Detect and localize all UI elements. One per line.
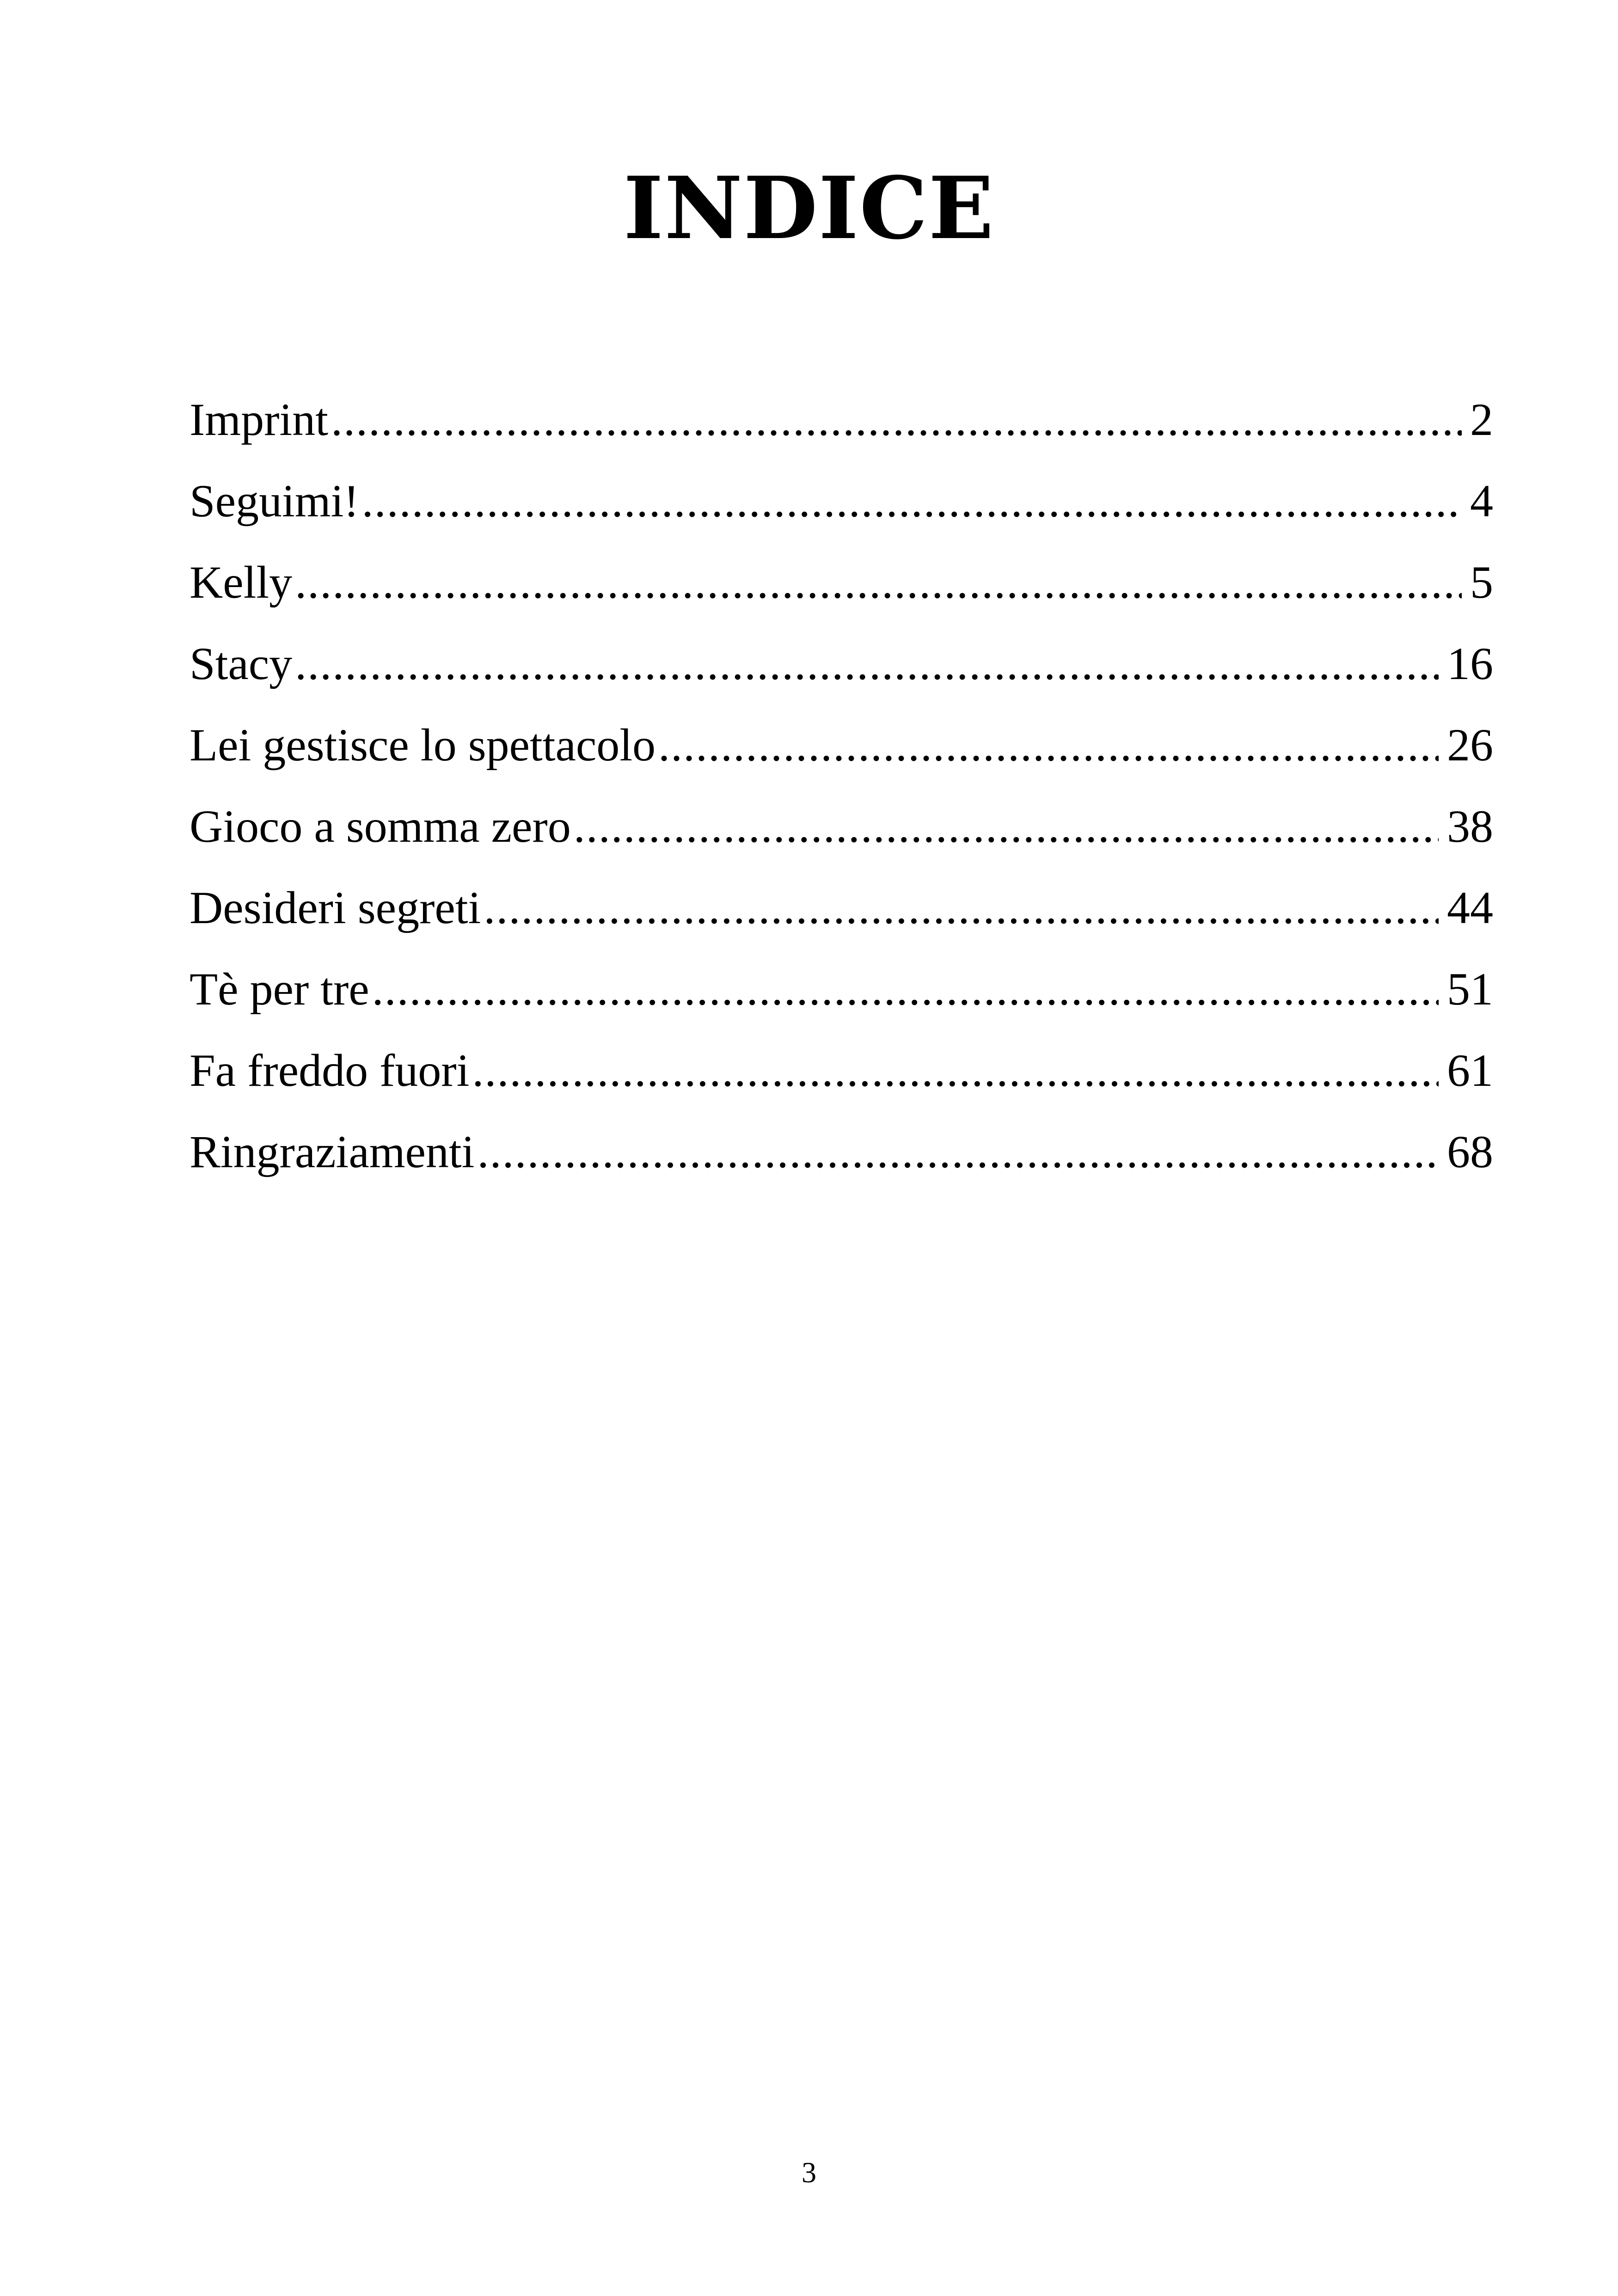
toc-entry-page: 68 <box>1447 1126 1493 1177</box>
toc-leader-dots <box>477 1111 1439 1193</box>
toc-entry-title: Ringraziamenti <box>190 1126 475 1177</box>
page-number: 3 <box>802 2156 816 2189</box>
toc-entry-title: Desideri segreti <box>190 882 481 933</box>
toc-entry[interactable] <box>190 786 1493 867</box>
toc-entry-page: 51 <box>1447 963 1493 1015</box>
toc-entry-page: 4 <box>1470 475 1493 527</box>
toc-entry-page: 61 <box>1447 1045 1493 1096</box>
toc-entry-title: Gioco a somma zero <box>190 801 571 852</box>
toc-entry-page: 5 <box>1470 557 1493 608</box>
toc-entry-page: 16 <box>1447 638 1493 689</box>
toc-entry-page: 2 <box>1470 394 1493 445</box>
toc-entry-page: 38 <box>1447 801 1493 852</box>
toc-entry[interactable] <box>190 460 1493 542</box>
toc-entry[interactable] <box>190 623 1493 704</box>
toc-leader-dots <box>331 379 1462 460</box>
toc-entry[interactable] <box>190 1030 1493 1111</box>
toc-entry-page: 26 <box>1447 719 1493 771</box>
toc-entry-title: Seguimi! <box>190 475 359 527</box>
toc-leader-dots <box>372 949 1439 1030</box>
toc-entry-title: Stacy <box>190 638 293 689</box>
toc-entry[interactable] <box>190 949 1493 1030</box>
table-of-contents <box>190 379 1493 1193</box>
toc-entry-title: Imprint <box>190 394 328 445</box>
toc-entry-title: Lei gestisce lo spettacolo <box>190 719 656 771</box>
toc-leader-dots <box>362 460 1462 542</box>
toc-entry[interactable] <box>190 542 1493 623</box>
toc-entry[interactable] <box>190 704 1493 786</box>
toc-leader-dots <box>295 623 1439 704</box>
toc-entry[interactable] <box>190 1111 1493 1193</box>
toc-leader-dots <box>574 786 1439 867</box>
toc-entry-title: Tè per tre <box>190 963 369 1015</box>
toc-entry-title: Fa freddo fuori <box>190 1045 470 1096</box>
toc-entry-page: 44 <box>1447 882 1493 933</box>
toc-leader-dots <box>295 542 1462 623</box>
toc-entry-title: Kelly <box>190 557 293 608</box>
page-title: INDICE <box>623 158 995 258</box>
toc-entry[interactable] <box>190 379 1493 460</box>
toc-leader-dots <box>484 867 1439 949</box>
toc-entry[interactable] <box>190 867 1493 949</box>
toc-leader-dots <box>658 704 1439 786</box>
toc-leader-dots <box>472 1030 1439 1111</box>
